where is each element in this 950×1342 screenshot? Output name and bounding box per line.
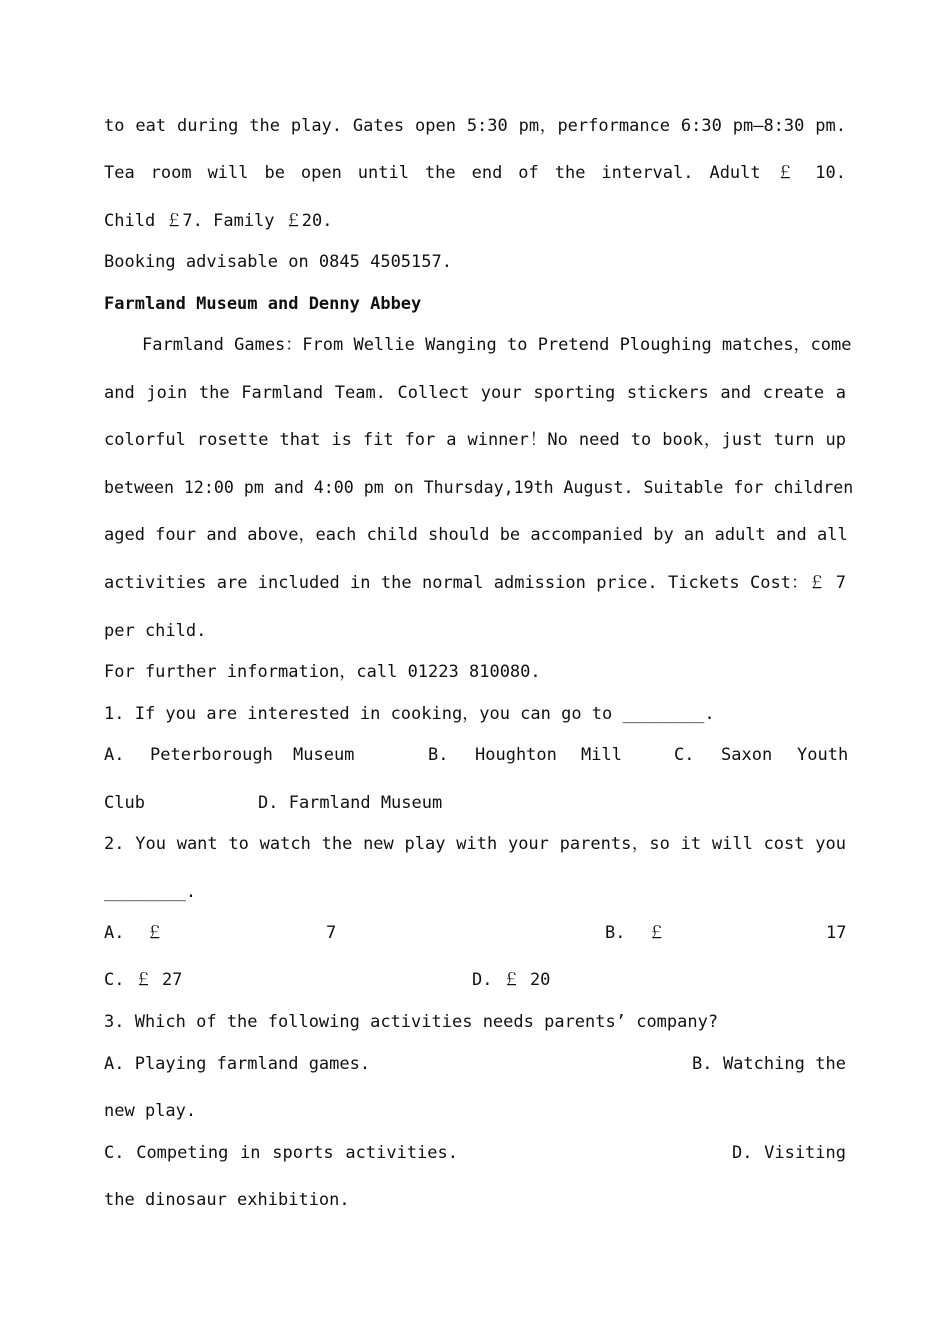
q1-option-b-word-1: Houghton: [475, 745, 557, 765]
q3-option-a: A. Playing farmland games.: [104, 1054, 371, 1074]
q1-option-a-label: A.: [104, 745, 125, 765]
q2-option-b-value: 17: [826, 923, 847, 943]
question-3-options-line-1: [104, 1053, 846, 1075]
q2-option-a-label: A.: [104, 923, 125, 943]
q2-option-d: D. ￡ 20: [472, 970, 551, 990]
question-1-options-line-1: [104, 744, 849, 766]
q1-option-b-label: B.: [428, 745, 449, 765]
q1-option-c-continued: Club: [104, 793, 145, 813]
farmland-text-line-5: aged four and above，each child should be accompanied by an adult and all: [104, 525, 848, 545]
booking-line: Booking advisable on 0845 4505157.: [104, 252, 452, 272]
q1-option-b-word-2: Mill: [581, 745, 622, 765]
farmland-text-line-7: per child.: [104, 621, 207, 641]
info-line: For further information，call 01223 810080.: [104, 662, 541, 682]
farmland-text-line-6: activities are included in the normal admission price. Tickets Cost：￡ 7: [104, 573, 846, 593]
q2-option-b-currency: ￡: [648, 923, 665, 943]
q3-option-d-continued: the dinosaur exhibition.: [104, 1190, 350, 1210]
question-2-stem-line-1: 2. You want to watch the new play with your parents，so it will cost you: [104, 834, 846, 854]
q2-option-a-currency: ￡: [146, 923, 163, 943]
q1-option-c-word-2: Youth: [797, 745, 849, 765]
q3-option-b: B. Watching the: [692, 1054, 846, 1074]
q1-option-d: D. Farmland Museum: [258, 793, 443, 813]
q3-option-c: C. Competing in sports activities.: [104, 1143, 458, 1163]
farmland-text-line-2: and join the Farmland Team. Collect your sporting stickers and create a: [104, 383, 846, 403]
question-3-stem: 3. Which of the following activities needs parents’ company?: [104, 1012, 719, 1032]
question-2-options-line-1: [104, 922, 846, 944]
farmland-text-line-3: colorful rosette that is fit for a winner！No need to book，just turn up: [104, 430, 846, 450]
play-text-line-2: Tea room will be open until the end of the interval. Adult ￡ 10.: [104, 163, 846, 183]
question-1-stem: 1. If you are interested in cooking，you can go to ________.: [104, 704, 715, 724]
question-2-options-line-2: [104, 969, 846, 991]
q1-option-c-label: C.: [674, 745, 695, 765]
play-text-line-3: Child ￡7. Family ￡20.: [104, 211, 333, 231]
q1-option-a-word-2: Museum: [293, 745, 355, 765]
q3-option-d: D. Visiting: [732, 1143, 846, 1163]
question-1-options-line-2: [104, 792, 846, 814]
q2-option-c: C. ￡ 27: [104, 970, 183, 990]
question-2-stem-line-2: ________.: [104, 882, 197, 902]
q1-option-c-word-1: Saxon: [721, 745, 773, 765]
q1-option-a-word-1: Peterborough: [150, 745, 273, 765]
q2-option-b-label: B.: [605, 923, 626, 943]
section-heading: Farmland Museum and Denny Abbey: [104, 294, 422, 314]
farmland-text-line-1: Farmland Games：From Wellie Wanging to Pretend Ploughing matches，come: [142, 335, 852, 355]
farmland-text-line-4: between 12:00 pm and 4:00 pm on Thursday,19th August. Suitable for children: [104, 478, 854, 497]
q2-option-a-value: 7: [326, 923, 337, 943]
question-3-options-line-2: [104, 1142, 846, 1164]
play-text-line-1: to eat during the play. Gates open 5:30 pm，performance 6:30 pm—8:30 pm.: [104, 116, 846, 136]
q3-option-b-continued: new play.: [104, 1101, 197, 1121]
